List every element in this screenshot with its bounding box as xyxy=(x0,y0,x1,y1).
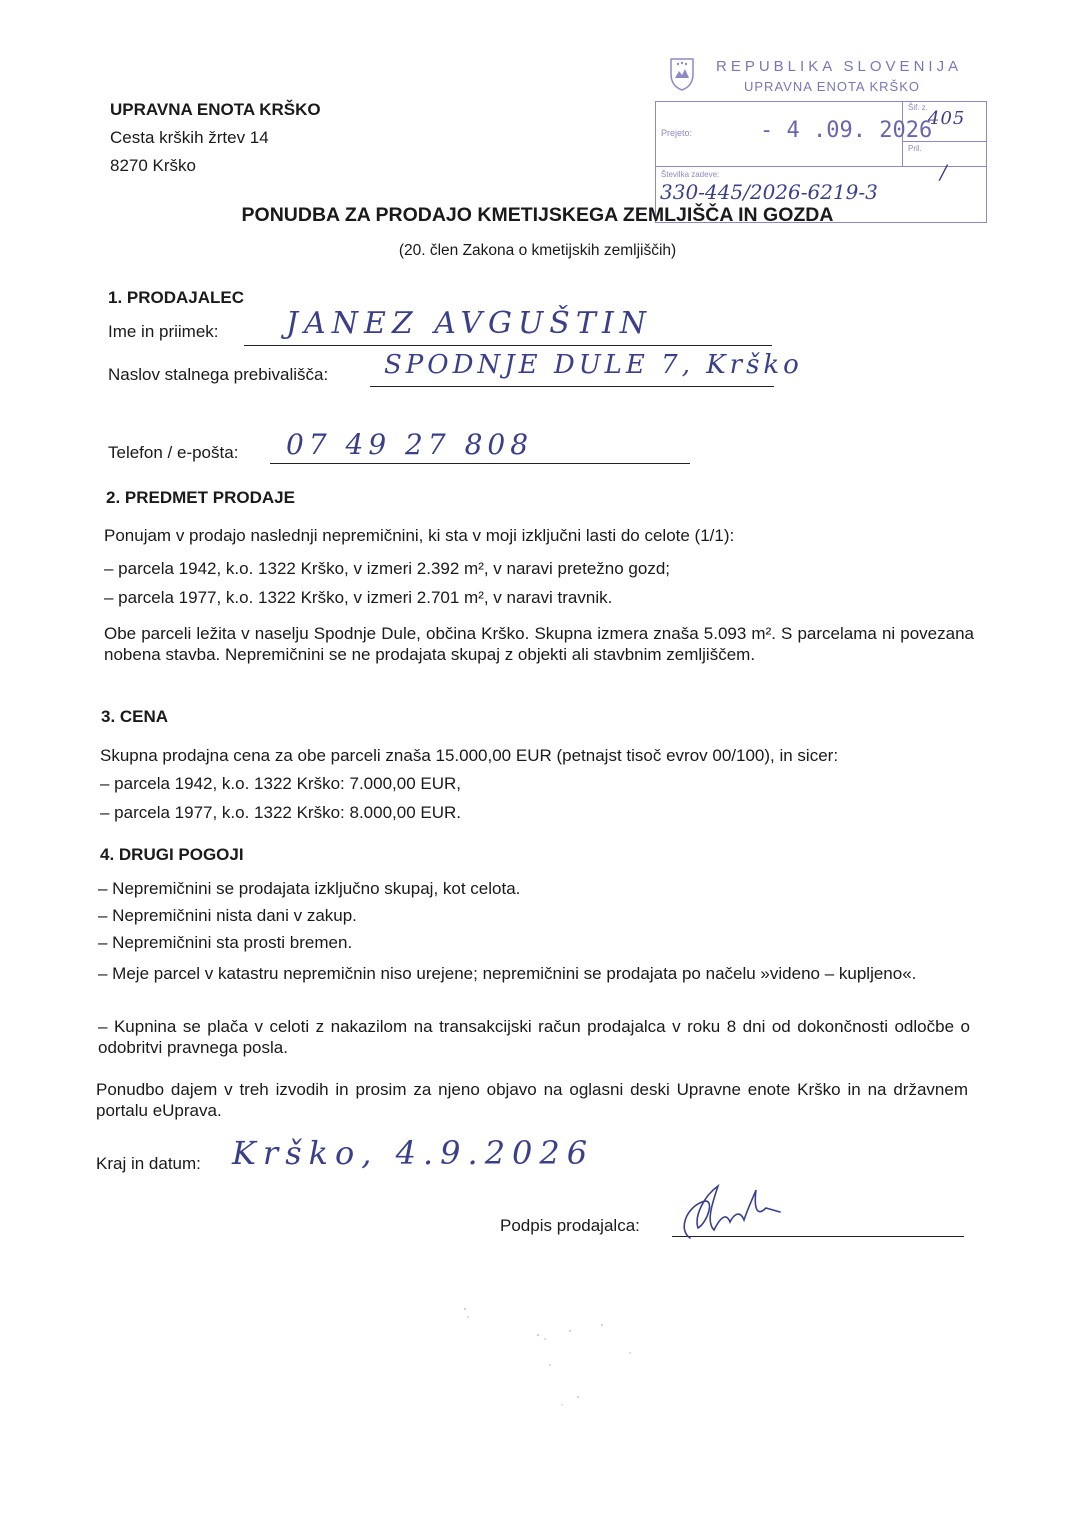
term-2: – Nepremičnini nista dani v zakup. xyxy=(98,906,357,925)
closing-text: Ponudbo dajem v treh izvodih in prosim za njeno objavo na oglasni deski Upravne enote Krško in na državnem portalu eUprava. xyxy=(96,1080,968,1120)
stamp-line1: REPUBLIKA SLOVENIJA xyxy=(716,58,963,75)
stamp-case-number: 330-445/2026-6219-3 xyxy=(660,180,878,204)
stamp-line2: UPRAVNA ENOTA KRŠKO xyxy=(744,79,921,94)
seller-signature xyxy=(668,1178,798,1246)
subject-item-1: – parcela 1942, k.o. 1322 Krško, v izmeri 2.392 m², v naravi pretežno gozd; xyxy=(104,559,671,578)
subject-paragraph: Obe parceli ležita v naselju Spodnje Dule, občina Krško. Skupna izmera znaša 5.093 m². S parcelama ni povezana nobena stavba. Nepremičnini se ne prodajata skupaj z objekti ali stavbnim zemljiščem. xyxy=(104,624,974,664)
coat-of-arms-icon xyxy=(668,56,696,92)
seller-phone-label: Telefon / e-pošta: xyxy=(108,443,239,462)
terms-heading: 4. DRUGI POGOJI xyxy=(100,845,244,864)
scan-artifacts xyxy=(450,1295,650,1415)
place-date-label: Kraj in datum: xyxy=(96,1154,201,1173)
stamp-attach-label: Pril. xyxy=(908,144,922,153)
seller-phone-value: 07 49 27 808 xyxy=(286,428,534,461)
term-5: – Kupnina se plača v celoti z nakazilom na transakcijski račun prodajalca v roku 8 dni od dokončnosti odločbe o odobritvi pravnega posla. xyxy=(98,1017,970,1057)
seller-name-value: JANEZ AVGUŠTIN xyxy=(286,306,652,341)
subject-heading: 2. PREDMET PRODAJE xyxy=(106,488,295,507)
price-item-2: – parcela 1977, k.o. 1322 Krško: 8.000,00 EUR. xyxy=(100,803,462,822)
authority-street: Cesta krških žrtev 14 xyxy=(110,128,269,147)
stamp-case-label: Številka zadeve: xyxy=(661,170,720,179)
document-title: PONUDBA ZA PRODAJO KMETIJSKEGA ZEMLJIŠČA IN GOZDA xyxy=(241,204,834,226)
stamp-received-label: Prejeto: xyxy=(661,128,693,138)
term-3: – Nepremičnini sta prosti bremen. xyxy=(98,933,353,952)
seller-address-line xyxy=(370,386,774,387)
seller-address-value: SPODNJE DULE 7, Krško xyxy=(384,350,803,380)
seller-phone-line xyxy=(270,463,690,464)
stamp-divider xyxy=(655,166,987,167)
price-heading: 3. CENA xyxy=(101,707,169,726)
seller-name-label: Ime in priimek: xyxy=(108,322,219,341)
place-date-value: Krško, 4.9.2026 xyxy=(232,1134,595,1172)
authority-city: 8270 Krško xyxy=(110,156,196,175)
seller-address-label: Naslov stalnega prebivališča: xyxy=(108,365,329,384)
subject-item-2: – parcela 1977, k.o. 1322 Krško, v izmeri 2.701 m², v naravi travnik. xyxy=(104,588,613,607)
document-subtitle: (20. člen Zakona o kmetijskih zemljiščih) xyxy=(398,242,677,259)
seller-heading: 1. PRODAJALEC xyxy=(108,288,245,307)
signature-label: Podpis prodajalca: xyxy=(500,1216,640,1235)
price-item-1: – parcela 1942, k.o. 1322 Krško: 7.000,00 EUR, xyxy=(100,774,462,793)
price-intro: Skupna prodajna cena za obe parceli znaša 15.000,00 EUR (petnajst tisoč evrov 00/100), in sicer: xyxy=(100,746,839,765)
term-1: – Nepremičnini se prodajata izključno skupaj, kot celota. xyxy=(98,879,521,898)
term-4: – Meje parcel v katastru nepremičnin niso urejene; nepremičnini se prodajata po načelu »videno – kupljeno«. xyxy=(98,964,917,983)
stamp-received-date: - 4 .09. 2026 xyxy=(760,118,933,143)
stamp-class-value: 405 xyxy=(928,108,966,129)
seller-name-line xyxy=(244,345,772,346)
subject-intro: Ponujam v prodajo naslednji nepremičnini, ki sta v moji izključni lasti do celote (1/1): xyxy=(104,526,735,545)
stamp-class-label: Šif. z. xyxy=(908,103,929,112)
authority-name: UPRAVNA ENOTA KRŠKO xyxy=(110,100,321,119)
stamp-attach-value: / xyxy=(940,160,953,184)
